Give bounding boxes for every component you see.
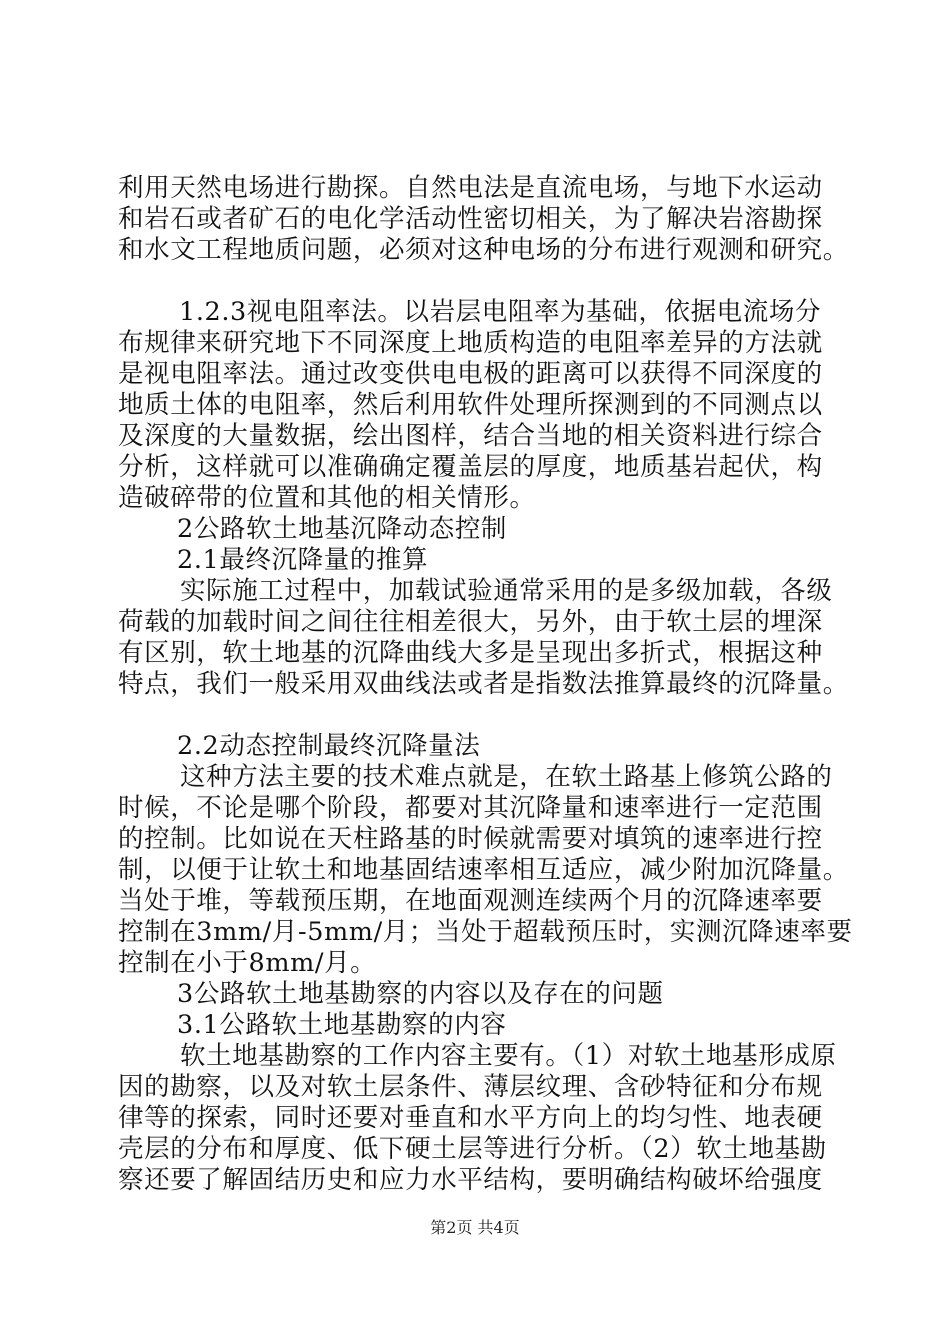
page-footer: 第2页 共4页	[430, 1218, 520, 1237]
text-line: 利用天然电场进行勘探。自然电法是直流电场，与地下水运动	[118, 173, 823, 203]
subsection-heading: 2.1最终沉降量的推算	[177, 545, 429, 575]
section-heading: 2公路软土地基沉降动态控制	[177, 514, 508, 544]
subsection-heading: 2.2动态控制最终沉降量法	[177, 731, 481, 761]
text-line: 实际施工过程中，加载试验通常采用的是多级加载，各级	[180, 576, 833, 606]
text-line: 和岩石或者矿石的电化学活动性密切相关，为了解决岩溶勘探	[118, 204, 823, 234]
text-line: 是视电阻率法。通过改变供电电极的距离可以获得不同深度的	[118, 359, 823, 389]
text-line: 当处于堆，等载预压期，在地面观测连续两个月的沉降速率要	[118, 886, 823, 916]
text-line: 荷载的加载时间之间往往相差很大，另外，由于软土层的埋深	[118, 607, 823, 637]
text-line: 控制在小于8mm/月。	[118, 948, 377, 978]
text-line: 时候，不论是哪个阶段，都要对其沉降量和速率进行一定范围	[118, 793, 823, 823]
subsection-heading: 3.1公路软土地基勘察的内容	[177, 1010, 507, 1040]
text-line: 造破碎带的位置和其他的相关情形。	[118, 483, 536, 513]
text-line: 察还要了解固结历史和应力水平结构，要明确结构破坏给强度	[118, 1165, 823, 1195]
text-line: 布规律来研究地下不同深度上地质构造的电阻率差异的方法就	[118, 328, 823, 358]
text-line: 及深度的大量数据，绘出图样，结合当地的相关资料进行综合	[118, 421, 823, 451]
text-line: 的控制。比如说在天柱路基的时候就需要对填筑的速率进行控	[118, 824, 823, 854]
text-line: 这种方法主要的技术难点就是，在软土路基上修筑公路的	[180, 762, 833, 792]
text-line: 有区别，软土地基的沉降曲线大多是呈现出多折式，根据这种	[118, 638, 823, 668]
text-line: 和水文工程地质问题，必须对这种电场的分布进行观测和研究。	[118, 235, 849, 265]
text-line: 分析，这样就可以准确确定覆盖层的厚度，地质基岩起伏，构	[118, 452, 823, 482]
text-line: 律等的探索，同时还要对垂直和水平方向上的均匀性、地表硬	[118, 1103, 823, 1133]
text-line: 壳层的分布和厚度、低下硬土层等进行分析。（2）软土地基勘	[118, 1134, 827, 1164]
text-line: 控制在3mm/月-5mm/月；当处于超载预压时，实测沉降速率要	[118, 917, 853, 947]
text-line: 软土地基勘察的工作内容主要有。（1）对软土地基形成原	[180, 1041, 837, 1071]
text-line: 制，以便于让软土和地基固结速率相互适应，减少附加沉降量。	[118, 855, 849, 885]
text-line: 地质土体的电阻率，然后利用软件处理所探测到的不同测点以	[118, 390, 823, 420]
text-line: 因的勘察，以及对软土层条件、薄层纹理、含砂特征和分布规	[118, 1072, 823, 1102]
section-heading: 1.2.3视电阻率法。以岩层电阻率为基础，依据电流场分	[179, 297, 822, 327]
text-line: 特点，我们一般采用双曲线法或者是指数法推算最终的沉降量。	[118, 669, 849, 699]
section-heading: 3公路软土地基勘察的内容以及存在的问题	[177, 979, 664, 1009]
